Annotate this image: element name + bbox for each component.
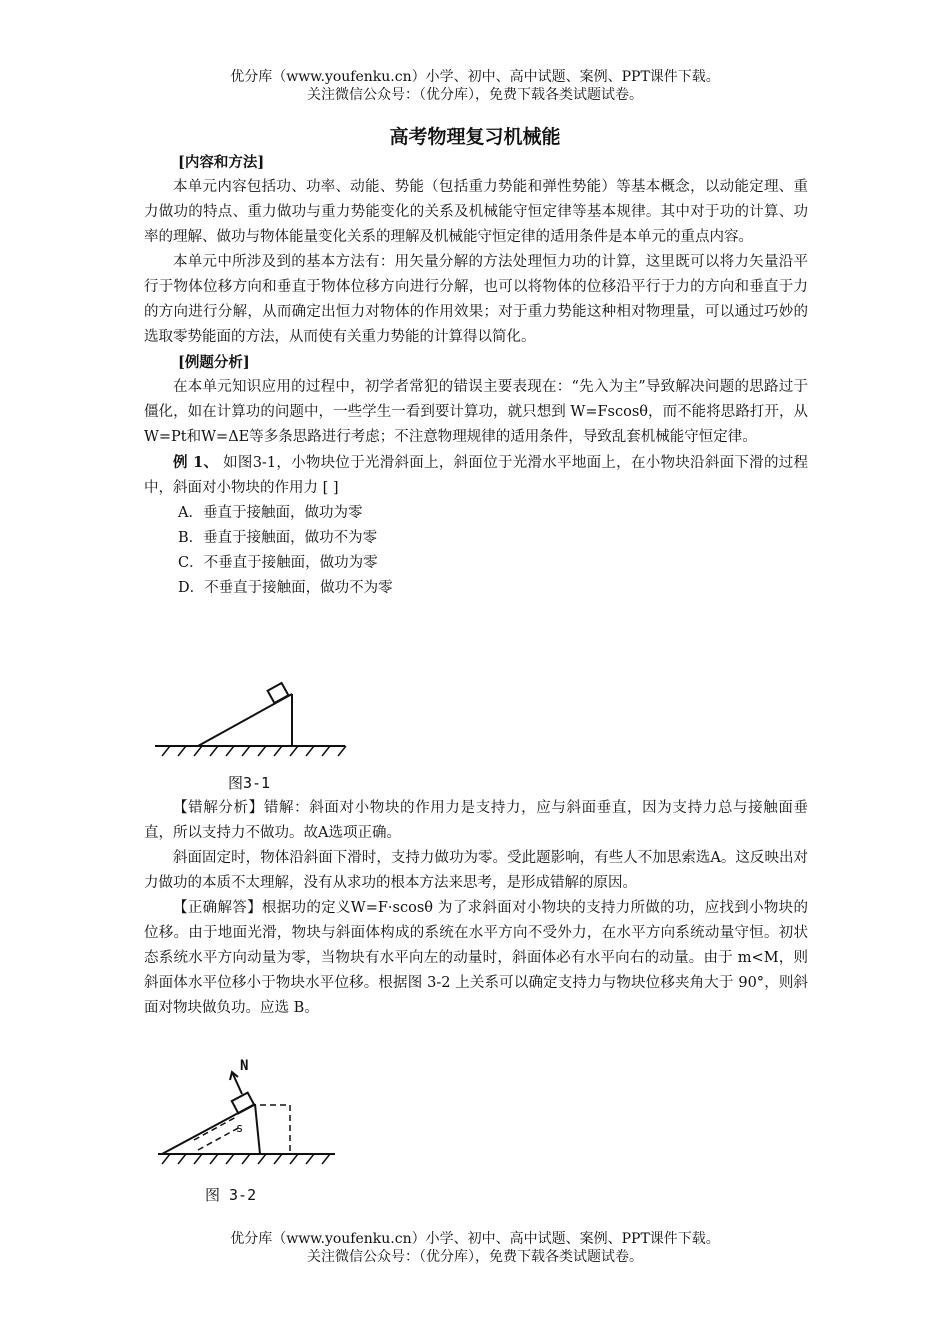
correct-answer-text: 根据功的定义W=F·scosθ 为了求斜面对小物块的支持力所做的功，应找到小物块的位移。由于地面光滑，物块与斜面体构成的系统在水平方向不受外力，在水平方向系统动量守恒。初状态系统水平方向动量为零，当物块有水平向左的动量时，斜面体必有水平向右的动量。由于 m<M，则斜面体水平位移小于物块水平位移。根据图 3-2 上关系可以确定支持力与物块位移夹角大于 90°，则斜面对物块做负功。应选 B。 (144, 900, 809, 1016)
section-heading: [内容和方法] (178, 154, 265, 171)
option-a: A．垂直于接触面，做功为零 (178, 505, 363, 521)
paragraph: 本单元内容包括功、功率、动能、势能（包括重力势能和弹性势能）等基本概念，以动能定理、重力做功的特点、重力做功与重力势能变化的关系及机械能守恒定律等基本规律。其中对于功的计算、功率的理解、做功与物体能量变化关系的理解及机械能守恒定律的适用条件是本单元的重点内容。 (144, 179, 808, 245)
paragraph: 本单元中所涉及到的基本方法有：用矢量分解的方法处理恒力功的计算，这里既可以将力矢量沿平行于物体位移方向和垂直于物体位移方向进行分解，也可以将物体的位移沿平行于力的方向和垂直于力的方向进行分解，从而确定出恒力对物体的作用效果；对于重力势能这种相对物理量，可以通过巧妙的选取零势能面的方法，从而使有关重力势能的计算得以简化。 (144, 254, 808, 345)
option-d: D．不垂直于接触面，做功不为零 (178, 580, 393, 596)
label-n: N (240, 1058, 249, 1074)
example-label: 例 1、 (173, 454, 219, 471)
correct-answer-label: 【正确解答】 (173, 900, 262, 916)
section-heading: [例题分析] (178, 354, 250, 371)
block (232, 1093, 254, 1114)
label-s: s (236, 1121, 244, 1135)
page-footer (0, 1230, 950, 1266)
figure-3-2-caption: 图 3-2 (205, 1186, 257, 1204)
wrong-analysis (144, 796, 808, 846)
incline-vertical-side (255, 1104, 260, 1154)
ground-hatching (162, 1154, 330, 1164)
header-line-1: 优分库（www.youfenku.cn）小学、初中、高中试题、案例、PPT课件下载。 (230, 69, 720, 85)
figure-3-1-caption: 图3-1 (228, 774, 271, 792)
correct-answer (144, 896, 808, 1021)
wrong-analysis-text: 错解：斜面对小物块的作用力是支持力，应与斜面垂直，因为支持力总与接触面垂直，所以支持力不做功。故A选项正确。 (144, 800, 809, 841)
example-1-stem (144, 450, 808, 501)
option-c: C．不垂直于接触面，做功为零 (178, 555, 378, 571)
paragraph: 在本单元知识应用的过程中，初学者常犯的错误主要表现在：“先入为主”导致解决问题的思路过于僵化，如在计算功的问题中，一些学生一看到要计算功，就只想到 W=Fscosθ，而不能将思路打开，从W=Pt和W=ΔE等多条思路进行考虑；不注意物理规律的适用条件，导致乱套机械能守恒定律。 (144, 379, 808, 445)
page-header (0, 68, 950, 104)
page-title: 高考物理复习机械能 (389, 126, 561, 148)
option-b: B．垂直于接触面，做功不为零 (178, 530, 378, 546)
section-content-and-methods (144, 150, 808, 601)
footer-line-1: 优分库（www.youfenku.cn）小学、初中、高中试题、案例、PPT课件下载。 (230, 1231, 720, 1247)
example-stem-text: 如图3-1，小物块位于光滑斜面上，斜面位于光滑水平地面上，在小物块沿斜面下滑的过程中，斜面对小物块的作用力 [ ] (144, 455, 808, 496)
section-analysis (144, 796, 808, 1021)
incline-dash-parallel (194, 1116, 238, 1140)
figure-3-1 (150, 676, 350, 794)
wrong-analysis-label: 【错解分析】 (173, 800, 264, 816)
ground-hatching (162, 746, 346, 756)
figure-3-2 (150, 1054, 350, 1209)
header-line-2: 关注微信公众号：（优分库），免费下载各类试题试卷。 (307, 87, 643, 103)
block (268, 683, 289, 703)
paragraph: 斜面固定时，物体沿斜面下滑时，支持力做功为零。受此题影响，有些人不加思索选A。这反映出对力做功的本质不太理解，没有从求功的根本方法来思考，是形成错解的原因。 (144, 850, 808, 891)
footer-line-2: 关注微信公众号：（优分库），免费下载各类试题试卷。 (307, 1249, 643, 1265)
